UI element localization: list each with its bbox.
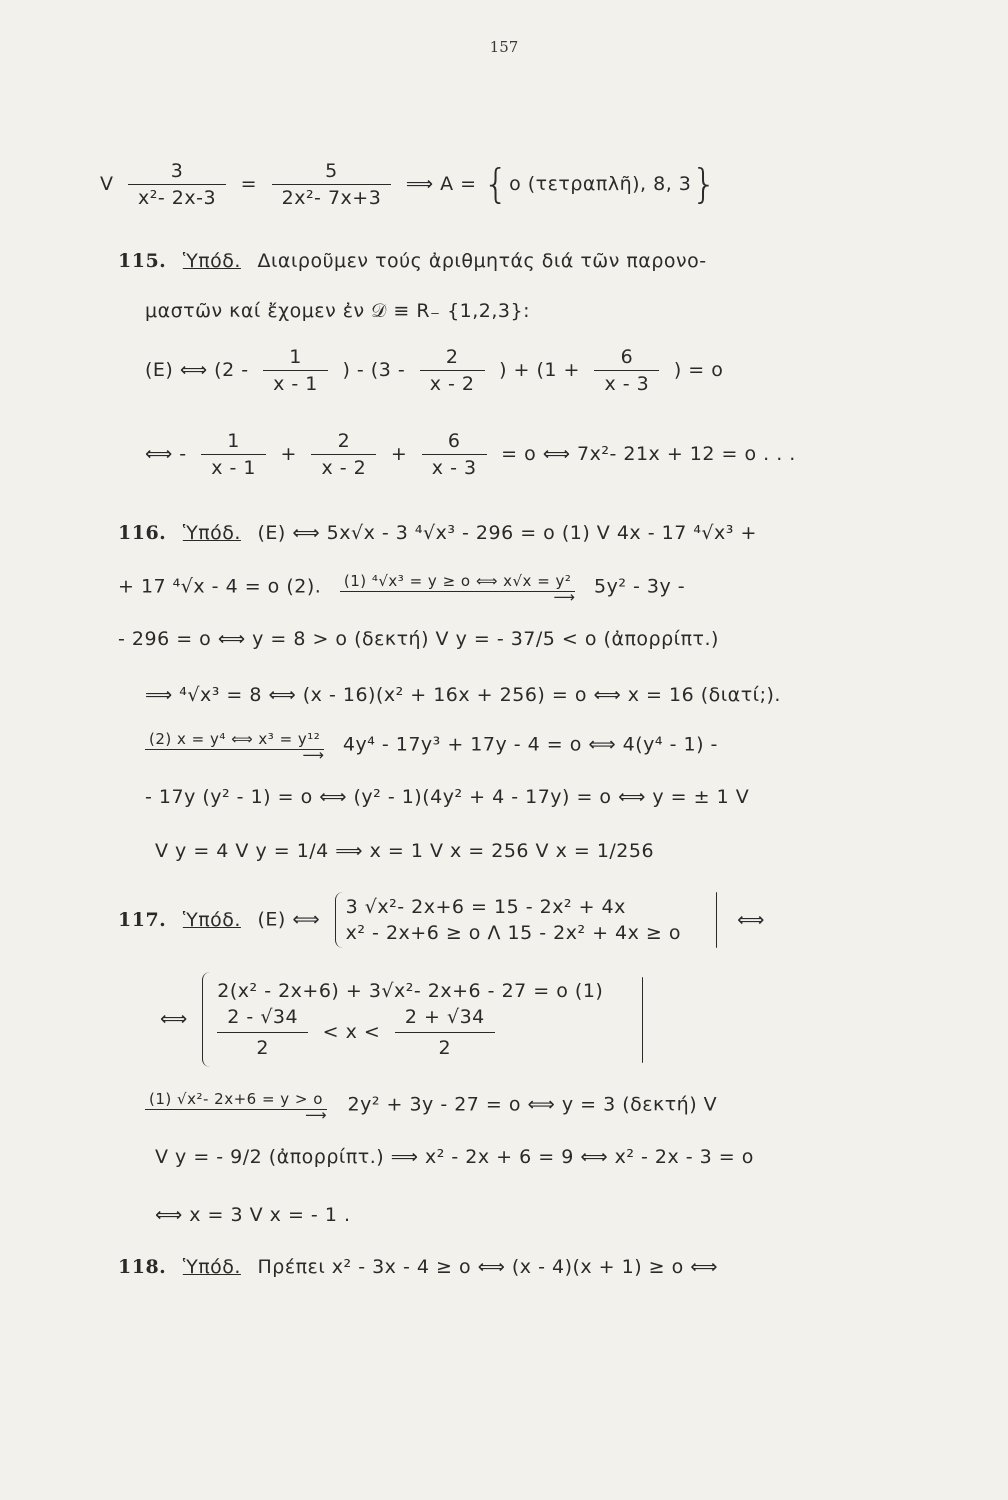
problem-115-equation-1: (E) ⟺ (2 - $\frac{1}{x - 1}$ ) - (3 - $\frac{2}{x - 2}$ ) + (1 + $\frac{6}{x - 3}$ ) = o: [145, 346, 724, 395]
fraction-2: $\frac{5}{\text{2x²- 7x+3}}$: [272, 160, 392, 209]
problem-115-line-1: 115. Ὑπόδ. Διαιροῦμεν τούς ἀριθμητάς διά τῶν παρονο-: [118, 250, 707, 272]
hint-label: Ὑπόδ.: [182, 250, 241, 272]
problem-116-line-7: V y = 4 V y = 1/4 ⟹ x = 1 V x = 256 V x = 1/256: [155, 840, 655, 862]
substitution-arrow: (2) x = y⁴ ⟺ x³ = y¹² ⟶: [145, 730, 324, 760]
problem-115-equation-2: ⟺ - $\frac{1}{x - 1}$ + $\frac{2}{x - 2}$ + $\frac{6}{x - 3}$ = o ⟺ 7x²- 21x + 12 = o . . .: [145, 430, 796, 479]
problem-number-116: 116.: [118, 522, 167, 544]
fraction-1: $\frac{3}{\text{x²- 2x-3}}$: [128, 160, 226, 209]
equation-line-1: V $\frac{3}{\text{x²- 2x-3}}$ = $\frac{5}{\text{2x²- 7x+3}}$ ⟹ A = {o (τετραπλῆ), 8, 3}: [100, 160, 718, 209]
problem-116-line-1: 116. Ὑπόδ. (E) ⟺ 5x√x - 3 ⁴√x³ - 296 = o (1) V 4x - 17 ⁴√x³ +: [118, 522, 757, 544]
solution-set: o (τετραπλῆ), 8, 3: [509, 173, 692, 195]
equation-system: 3 √x²- 2x+6 = 15 - 2x² + 4x x² - 2x+6 ≥ o Λ 15 - 2x² + 4x ≥ o: [335, 892, 691, 948]
substitution-arrow: (1) √x²- 2x+6 = y > o ⟶: [145, 1090, 327, 1120]
or-symbol: V: [100, 173, 114, 195]
problem-117-line-4: V y = - 9/2 (ἀπορρίπτ.) ⟹ x² - 2x + 6 = 9 ⟺ x² - 2x - 3 = o: [155, 1146, 754, 1168]
equation-system: 2(x² - 2x+6) + 3√x²- 2x+6 - 27 = o (1) $\frac{2 - √34}{2}$ < x < $\frac{2 + √34}{2}$: [202, 972, 617, 1067]
problem-number-118: 118.: [118, 1256, 167, 1278]
problem-116-line-3: - 296 = o ⟺ y = 8 > o (δεκτή) V y = - 37/5 < o (ἀπορρίπτ.): [118, 628, 719, 650]
problem-116-line-6: - 17y (y² - 1) = o ⟺ (y² - 1)(4y² + 4 - 17y) = o ⟺ y = ± 1 V: [145, 786, 750, 808]
hint-label: Ὑπόδ.: [182, 1256, 241, 1278]
problem-118-line-1: 118. Ὑπόδ. Πρέπει x² - 3x - 4 ≥ o ⟺ (x - 4)(x + 1) ≥ o ⟺: [118, 1256, 719, 1278]
hint-label: Ὑπόδ.: [182, 908, 241, 931]
problem-116-line-4: ⟹ ⁴√x³ = 8 ⟺ (x - 16)(x² + 16x + 256) = o ⟺ x = 16 (διατί;).: [145, 684, 781, 706]
problem-115-line-2: μαστῶν καί ἔχομεν ἐν 𝒟 ≡ R₋ {1,2,3}:: [145, 300, 531, 322]
problem-116-line-2: + 17 ⁴√x - 4 = o (2). (1) ⁴√x³ = y ≥ o ⟺ x√x = y² ⟶ 5y² - 3y -: [118, 572, 686, 606]
substitution-arrow: (1) ⁴√x³ = y ≥ o ⟺ x√x = y² ⟶: [340, 572, 576, 602]
problem-116-line-5: (2) x = y⁴ ⟺ x³ = y¹² ⟶ 4y⁴ - 17y³ + 17y - 4 = o ⟺ 4(y⁴ - 1) -: [145, 730, 718, 760]
problem-117-line-5: ⟺ x = 3 V x = - 1 .: [155, 1204, 351, 1226]
problem-number-117: 117.: [118, 908, 167, 931]
problem-117-line-1: 117. Ὑπόδ. (E) ⟺ 3 √x²- 2x+6 = 15 - 2x² + 4x x² - 2x+6 ≥ o Λ 15 - 2x² + 4x ≥ o ⟺: [118, 892, 765, 948]
page-number: 157: [489, 38, 519, 56]
hint-label: Ὑπόδ.: [182, 522, 241, 544]
problem-117-line-3: (1) √x²- 2x+6 = y > o ⟶ 2y² + 3y - 27 = o ⟺ y = 3 (δεκτή) V: [145, 1090, 717, 1120]
problem-number-115: 115.: [118, 250, 167, 272]
problem-117-system-2: ⟺ 2(x² - 2x+6) + 3√x²- 2x+6 - 27 = o (1) $\frac{2 - √34}{2}$ < x < $\frac{2 + √34}{2}$: [160, 972, 643, 1067]
